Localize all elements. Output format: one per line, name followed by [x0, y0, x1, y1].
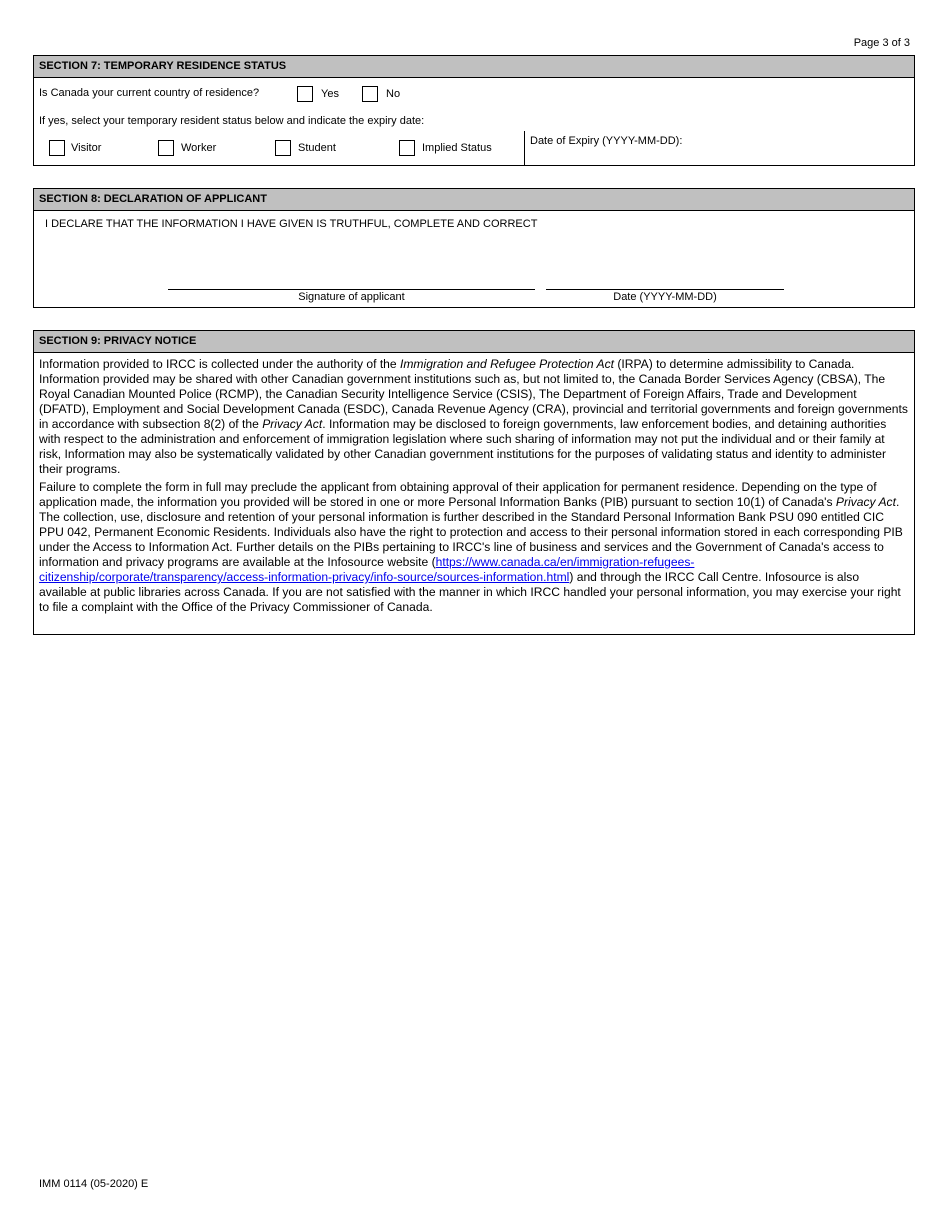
privacy-text: Failure to complete the form in full may preclude the applicant from obtaining approval of their application for permanent residence. Depending on the type of application made, the information you provided will be stored in one or more Personal Information Banks (PIB) pursuant to section 10(1) of Canada's [39, 480, 877, 509]
date-line [546, 289, 784, 290]
signature-field[interactable] [168, 259, 535, 289]
form-id: IMM 0114 (05-2020) E [39, 1178, 149, 1190]
section-8-title: SECTION 8: DECLARATION OF APPLICANT [34, 189, 914, 211]
expiry-date-field[interactable] [525, 152, 913, 166]
signature-label: Signature of applicant [298, 291, 405, 303]
privacy-notice-body [34, 353, 914, 615]
section-8 [33, 188, 915, 308]
privacy-text: (IRPA) to determine admissibility to Canada. Information provided may be shared with other Canadian government institutions such as, but not limited to, the Canada Border Services Agency (CBSA), The Royal Canadian Mounted Police (RCMP), the Canadian Security Intelligence Service (CSIS), The Department of Foreign Affairs, Trade and Development (DFATD), Employment and Social Development Canada (ESDC), Canada Revenue Agency (CRA), provincial and territorial governments and foreign governments in accordance with subsection 8(2) of the [39, 357, 908, 431]
privacy-text: Information provided to IRCC is collected under the authority of the [39, 357, 400, 371]
no-label: No [386, 88, 401, 100]
visitor-checkbox[interactable] [49, 140, 65, 156]
page-number: Page 3 of 3 [853, 37, 910, 49]
declaration-date-field[interactable] [546, 259, 784, 289]
date-label: Date (YYYY-MM-DD) [613, 291, 717, 303]
privacy-text: . The collection, use, disclosure and retention of your personal information is further described in the Standard Personal Information Bank PSU 090 entitled CIC PPU 042, Permanent Economic Residents. Individuals also have the right to protection and access to their personal information stored in each corresponding PIB under the Access to Information Act. Further details on the PIBs pertaining to IRCC's line of business and services and the Government of Canada's access to information and privacy programs are available at the Infosource website ( [39, 495, 903, 569]
yes-label: Yes [321, 88, 339, 100]
privacy-paragraph-2 [39, 480, 909, 615]
signature-line [168, 289, 535, 290]
worker-label: Worker [181, 142, 217, 154]
privacy-text: ) and through the IRCC Call Centre. Infosource is also available at public libraries across Canada. If you are not satisfied with the manner in which IRCC handled your personal information, you may exercise your right to file a complaint with the Office of the Privacy Commissioner of Canada. [39, 570, 901, 614]
worker-checkbox[interactable] [158, 140, 174, 156]
act-name-irpa: Immigration and Refugee Protection Act [400, 357, 614, 371]
section-7-title: SECTION 7: TEMPORARY RESIDENCE STATUS [34, 56, 914, 78]
infosource-link[interactable]: https://www.canada.ca/en/immigration-refugees-citizenship/corporate/transparency/access-information-privacy/info-source/sources-information.html [39, 555, 695, 584]
expiry-label: Date of Expiry (YYYY-MM-DD): [530, 135, 683, 147]
section-7 [33, 55, 915, 166]
act-name-privacy: Privacy Act [262, 417, 323, 431]
section-9 [33, 330, 915, 635]
yes-checkbox[interactable] [297, 86, 313, 102]
no-checkbox[interactable] [362, 86, 378, 102]
act-name-privacy: Privacy Act [835, 495, 896, 509]
implied-status-checkbox[interactable] [399, 140, 415, 156]
section-9-title: SECTION 9: PRIVACY NOTICE [34, 331, 914, 353]
declaration-text: I DECLARE THAT THE INFORMATION I HAVE GIVEN IS TRUTHFUL, COMPLETE AND CORRECT [45, 218, 538, 230]
privacy-text: . Information may be disclosed to foreign governments, law enforcement bodies, and detaining authorities with respect to the administration and enforcement of immigration legislation where such sharing of information may not put the individual and or their family at risk, Information may also be systematically validated by other Canadian government institutions for the purposes of validating status and identity to administer their programs. [39, 417, 887, 476]
student-label: Student [298, 142, 336, 154]
status-instruction: If yes, select your temporary resident status below and indicate the expiry date: [39, 115, 425, 127]
visitor-label: Visitor [71, 142, 102, 154]
residence-question: Is Canada your current country of residence? [39, 87, 260, 99]
student-checkbox[interactable] [275, 140, 291, 156]
implied-status-label: Implied Status [422, 142, 492, 154]
privacy-paragraph-1 [39, 357, 909, 477]
